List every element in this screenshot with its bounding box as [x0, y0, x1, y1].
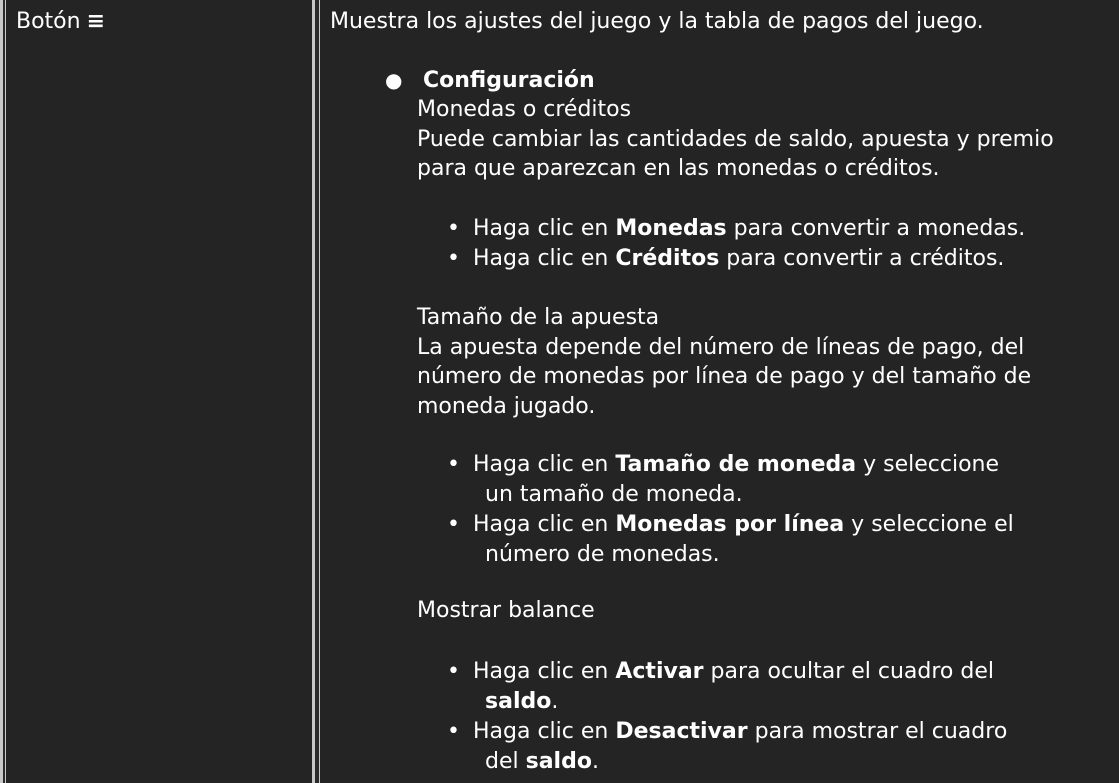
bet-item: • Haga clic en Tamaño de moneda y seleccione un tamaño de moneda. [447, 452, 1000, 507]
balance-item: • Haga clic en Activar para ocultar el cuadro del saldo. [447, 659, 994, 714]
coins-item: • Haga clic en Créditos para convertir a créditos. [473, 244, 1093, 274]
coins-description-line: para que aparezcan en las monedas o créditos. [417, 156, 940, 181]
coins-option-name: Monedas [615, 216, 727, 241]
bet-section [417, 303, 1117, 421]
bullet-icon: • [447, 512, 460, 537]
bet-item: • Haga clic en Monedas por línea y seleccione el número de monedas. [447, 512, 1014, 567]
bet-description-line: moneda jugado. [417, 393, 596, 419]
balance-item: • Haga clic en Desactivar para mostrar el cuadro del saldo. [447, 719, 1008, 774]
section-title: Configuración [423, 68, 595, 93]
balance-section [417, 596, 1117, 626]
button-name-cell [5, 0, 315, 783]
bullet-icon: • [447, 246, 460, 271]
coins-per-line-option-name: Monedas por línea [615, 512, 845, 537]
bet-description-line: La apuesta depende del número de líneas de pago, del [417, 334, 1025, 360]
button-name: Botón [16, 9, 81, 34]
hamburger-menu-icon: ≡ [86, 9, 106, 34]
bullet-icon: • [447, 216, 460, 241]
button-description-cell [319, 0, 1119, 783]
bullet-icon: • [447, 719, 460, 744]
coins-item: • Haga clic en Monedas para convertir a monedas. [473, 214, 1093, 244]
bullet-icon: • [447, 659, 460, 684]
bullet-icon: ● [385, 68, 403, 92]
credits-option-name: Créditos [615, 246, 720, 271]
bet-title: Tamaño de la apuesta [417, 305, 660, 330]
coins-description-line: Puede cambiar las cantidades de saldo, apuesta y premio [417, 126, 1054, 152]
bet-description-line: número de monedas por línea de pago y del tamaño de [417, 364, 1032, 389]
description-intro: Muestra los ajustes del juego y la tabla de pagos del juego. [330, 9, 984, 34]
coins-title: Monedas o créditos [417, 97, 632, 122]
coin-size-option-name: Tamaño de moneda [615, 452, 857, 477]
coins-section [417, 95, 1117, 184]
balance-title: Mostrar balance [417, 598, 595, 623]
bullet-icon: • [447, 452, 460, 477]
activate-option-name: Activar [615, 659, 704, 684]
deactivate-option-name: Desactivar [615, 719, 748, 744]
button-label-row [16, 8, 105, 36]
